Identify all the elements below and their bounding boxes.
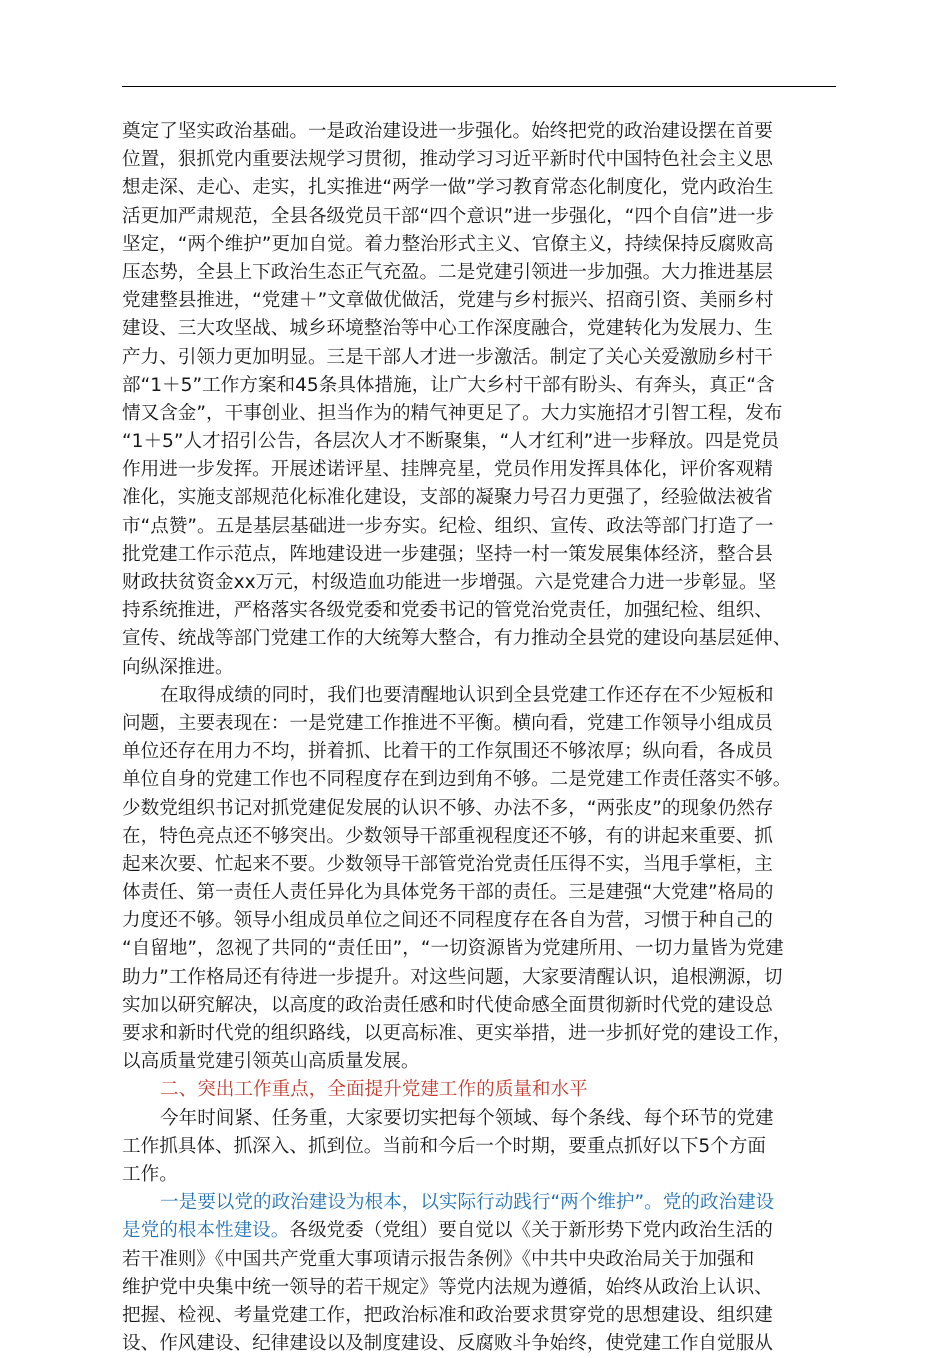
text-line: 市“点赞”。五是基层基础进一步夯实。纪检、组织、宣传、政法等部门打造了一 bbox=[122, 515, 774, 537]
paragraph-focus-intro bbox=[122, 1105, 836, 1190]
text-line: 活更加严肃规范，全县各级党员干部“四个意识”进一步强化，“四个自信”进一步 bbox=[122, 205, 775, 227]
body-text: 各级党委（党组）要自觉以《关于新形势下党内政治生活的 bbox=[289, 1220, 773, 1242]
text-line: 把握、检视、考量党建工作，把政治标准和政治要求贯穿党的思想建设、组织建 bbox=[122, 1304, 773, 1326]
text-line: 情又含金”，干事创业、担当作为的精气神更足了。大力实施招才引智工程，发布 bbox=[122, 402, 783, 424]
text-line: 体责任、第一责任人责任异化为具体党务干部的责任。三是建强“大党建”格局的 bbox=[122, 882, 774, 904]
text-line: 在取得成绩的同时，我们也要清醒地认识到全县党建工作还存在不少短板和 bbox=[160, 684, 774, 706]
text-line: 单位自身的党建工作也不同程度存在到边到角不够。二是党建工作责任落实不够。 bbox=[122, 769, 792, 791]
text-line: 若干准则》《中国共产党重大事项请示报告条例》《中共中央政治局关于加强和 bbox=[122, 1248, 755, 1270]
text-line: 压态势，全县上下政治生态正气充盈。二是党建引领进一步加强。大力推进基层 bbox=[122, 261, 773, 283]
text-line: 坚定，“两个维护”更加自觉。着力整治形式主义、官僚主义，持续保持反腐败高 bbox=[122, 233, 774, 255]
text-line: 力度还不够。领导小组成员单位之间还不同程度存在各自为营，习惯于种自己的 bbox=[122, 910, 773, 932]
text-line: 少数党组织书记对抓党建促发展的认识不够、办法不多，“两张皮”的现象仍然存 bbox=[122, 797, 774, 819]
emphasis-line: 一是要以党的政治建设为根本，以实际行动践行“两个维护”。党的政治建设 bbox=[160, 1192, 775, 1214]
document-body bbox=[122, 118, 836, 1358]
text-line: 党建整县推进，“党建＋”文章做优做活，党建与乡村振兴、招商引资、美丽乡村 bbox=[122, 290, 774, 312]
header-rule bbox=[122, 86, 836, 87]
text-line: 以高质量党建引领英山高质量发展。 bbox=[122, 1051, 420, 1073]
text-line: “1＋5”人才招引公告，各层次人才不断聚集，“人才红利”进一步释放。四是党员 bbox=[122, 431, 780, 453]
text-line: 奠定了坚实政治基础。一是政治建设进一步强化。始终把党的政治建设摆在首要 bbox=[122, 121, 773, 142]
text-line: 向纵深推进。 bbox=[122, 656, 234, 678]
text-line: 持系统推进，严格落实各级党委和党委书记的管党治党责任，加强纪检、组织、 bbox=[122, 600, 773, 622]
emphasis-text: 是党的根本性建设。 bbox=[122, 1220, 290, 1242]
text-line: 批党建工作示范点，阵地建设进一步建强；坚持一村一策发展集体经济，整合县 bbox=[122, 543, 773, 565]
text-line bbox=[122, 1217, 836, 1245]
section-heading: 二、突出工作重点，全面提升党建工作的质量和水平 bbox=[160, 1079, 588, 1101]
text-line: 财政扶贫资金xx万元，村级造血功能进一步增强。六是党建合力进一步彰显。坚 bbox=[122, 572, 777, 593]
text-line: “自留地”，忽视了共同的“责任田”，“一切资源皆为党建所用、一切力量皆为党建 bbox=[122, 938, 784, 960]
text-line: 今年时间紧、任务重，大家要切实把每个领域、每个条线、每个环节的党建 bbox=[160, 1107, 774, 1129]
text-line: 维护党中央集中统一领导的若干规定》等党内法规为遵循，始终从政治上认识、 bbox=[122, 1276, 773, 1298]
text-line: 助力”工作格局还有待进一步提升。对这些问题，大家要清醒认识，追根溯源，切 bbox=[122, 966, 783, 988]
text-line: 实加以研究解决，以高度的政治责任感和时代使命感全面贯彻新时代党的建设总 bbox=[122, 994, 773, 1016]
text-line: 设、作风建设、纪律建设以及制度建设、反腐败斗争始终，使党建工作自觉服从 bbox=[122, 1333, 773, 1355]
text-line: 要求和新时代党的组织路线，以更高标准、更实举措，进一步抓好党的建设工作， bbox=[122, 1023, 792, 1044]
paragraph-political-building bbox=[122, 1189, 836, 1358]
text-line: 建设、三大攻坚战、城乡环境整治等中心工作深度融合，党建转化为发展力、生 bbox=[122, 318, 773, 340]
text-line: 起来次要、忙起来不要。少数领导干部管党治党责任压得不实，当甩手掌柜，主 bbox=[122, 853, 773, 875]
text-line: 工作。 bbox=[122, 1163, 178, 1185]
paragraph-achievements bbox=[122, 118, 836, 682]
text-line: 问题，主要表现在：一是党建工作推进不平衡。横向看，党建工作领导小组成员 bbox=[122, 712, 773, 734]
text-line: 想走深、走心、走实，扎实推进“两学一做”学习教育常态化制度化，党内政治生 bbox=[122, 177, 774, 199]
text-line: 位置，狠抓党内重要法规学习贯彻，推动学习习近平新时代中国特色社会主义思 bbox=[122, 149, 773, 171]
text-line: 准化，实施支部规范化标准化建设，支部的凝聚力号召力更强了，经验做法被省 bbox=[122, 487, 773, 509]
text-line: 单位还存在用力不均，拼着抓、比着干的工作氛围还不够浓厚；纵向看，各成员 bbox=[122, 741, 773, 763]
text-line: 作用进一步发挥。开展述诺评星、挂牌亮星，党员作用发挥具体化，评价客观精 bbox=[122, 459, 773, 481]
text-line: 部“1＋5”工作方案和45条具体措施，让广大乡村干部有盼头、有奔头，真正“含 bbox=[122, 374, 775, 396]
text-line: 工作抓具体、抓深入、抓到位。当前和今后一个时期，要重点抓好以下5个方面 bbox=[122, 1135, 767, 1157]
text-line: 产力、引领力更加明显。三是干部人才进一步激活。制定了关心关爱激励乡村干 bbox=[122, 346, 773, 368]
text-line: 在，特色亮点还不够突出。少数领导干部重视程度还不够，有的讲起来重要、抓 bbox=[122, 825, 773, 847]
paragraph-problems bbox=[122, 682, 836, 1077]
text-line: 宣传、统战等部门党建工作的大统筹大整合，有力推动全县党的建设向基层延伸、 bbox=[122, 628, 792, 650]
